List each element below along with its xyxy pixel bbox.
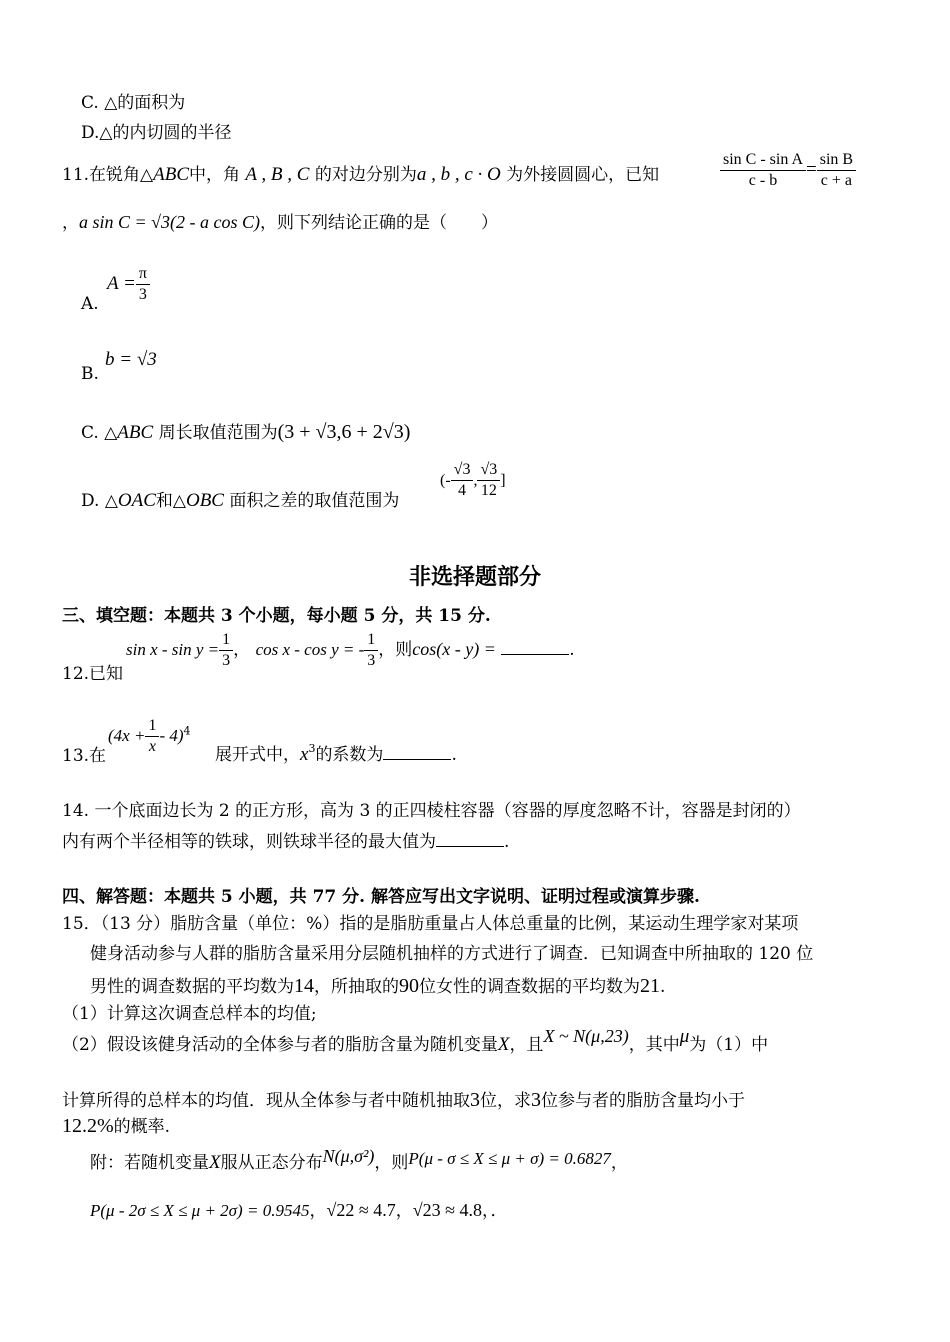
q11-option-d: D. △OAC和△OBC 面积之差的取值范围为	[81, 490, 400, 511]
q11-given-ratio: $\frac{\text{sin C - sin A}}{c - b}$ = $\frac{\text{sin B}}{c + a}$	[720, 150, 856, 191]
q15-note-line2: P(μ - 2σ ≤ X ≤ μ + 2σ) = 0.9545，√22 ≈ 4.7，√23 ≈ 4.8，．	[90, 1200, 508, 1221]
q12-answer-blank	[501, 639, 569, 655]
q15-part2: （2）假设该健身活动的全体参与者的脂肪含量为随机变量X，且X ~ N(μ,23)，其中μ为（1）中	[62, 1026, 769, 1055]
q12-equations: sin x - sin y = $\frac{1}{3}$ ， cos x - cos y = - $\frac{1}{3}$ ，则cos(x - y) = .	[126, 631, 575, 669]
q15-line3: 男性的调查数据的平均数为14，所抽取的90位女性的调查数据的平均数为21.	[90, 975, 666, 997]
q11-text3: 为外接圆圆心，已知	[506, 165, 660, 185]
q11-option-b: b = √3	[105, 349, 157, 370]
q13-answer-blank	[383, 744, 451, 760]
q11-prefix: 11.在锐角△	[62, 165, 154, 185]
q13-prefix: 13.在	[62, 746, 107, 766]
part3-heading: 三、填空题：本题共 3 个小题，每小题 5 分，共 15 分.	[62, 606, 491, 626]
q15-note-line1: 附：若随机变量X服从正态分布N(μ,σ²)，则P(μ - σ ≤ X ≤ μ + σ) = 0.6827，	[90, 1146, 628, 1173]
q11-stem	[62, 164, 659, 187]
q10-option-d: D.△的内切圆的半径	[81, 123, 232, 143]
perimeter-range: (3 + √3,6 + 2√3)	[277, 421, 411, 443]
q14-answer-blank	[436, 831, 504, 847]
section-title: 非选择题部分	[408, 564, 541, 590]
q14-line2: 内有两个半径相等的铁球，则铁球半径的最大值为 .	[62, 832, 510, 852]
q11-option-a-label: A.	[81, 294, 99, 314]
q13-expression: (4x + $\frac{1}{x}$ - 4)$^4$	[108, 717, 191, 755]
q11-text2: 的对边分别为	[314, 165, 417, 185]
q11-angles: A , B , C	[245, 164, 310, 185]
q11-option-c: C. △ABC 周长取值范围为(3 + √3,6 + 2√3)	[81, 421, 411, 443]
area-difference-range: (- $\frac{√3}{4}$ , $\frac{√3}{12}$ ]	[440, 461, 506, 499]
q13-text: 展开式中，$x^3$的系数为 .	[215, 742, 457, 765]
q11-text1: 中，角	[189, 165, 240, 185]
q11-condition: a sin C = √3(2 - a cos C)	[79, 212, 261, 232]
part4-heading: 四、解答题：本题共 5 小题，共 77 分. 解答应写出文字说明、证明过程或演算步骤.	[62, 887, 700, 907]
q11-option-a: A = $\frac{\pi}{3}$	[107, 264, 150, 305]
q15-line2: 健身活动参与人群的脂肪含量采用分层随机抽样的方式进行了调查．已知调查中所抽取的 120 位	[90, 944, 814, 964]
q11-triangle: ABC	[153, 164, 189, 185]
q11-fraction-1: $\frac{\text{sin C - sin A}}{c - b}$	[720, 150, 806, 191]
q11-condition-line: ，a sin C = √3(2 - a cos C)，则下列结论正确的是（ ）	[62, 212, 499, 233]
q11-sides: a , b , c · O	[416, 164, 501, 185]
q11-fraction-2: $\frac{\text{sin B}}{c + a}$	[817, 150, 856, 191]
q15-part1: （1）计算这次调查总样本的均值;	[62, 1004, 317, 1024]
q14-line1: 14. 一个底面边长为 2 的正方形，高为 3 的正四棱柱容器（容器的厚度忽略不计，容器是封闭的）	[62, 801, 801, 821]
q15-part2-cont: 计算所得的总样本的均值．现从全体参与者中随机抽取3位，求3位参与者的脂肪含量均小于	[62, 1089, 745, 1111]
q15-line1: 15．（13 分）脂肪含量（单位：%）指的是脂肪重量占人体总重量的比例，某运动生理学家对某项	[62, 914, 799, 934]
q11-option-b-label: B.	[81, 364, 99, 384]
q12-prefix: 12.已知	[62, 664, 124, 684]
q10-option-c: C. △的面积为	[81, 93, 186, 113]
q11-text4: ，则下列结论正确的是（ ）	[260, 213, 499, 233]
pi-over-3: $\frac{\pi}{3}$	[136, 264, 150, 305]
q15-part2-end: 12.2%的概率.	[62, 1115, 171, 1137]
